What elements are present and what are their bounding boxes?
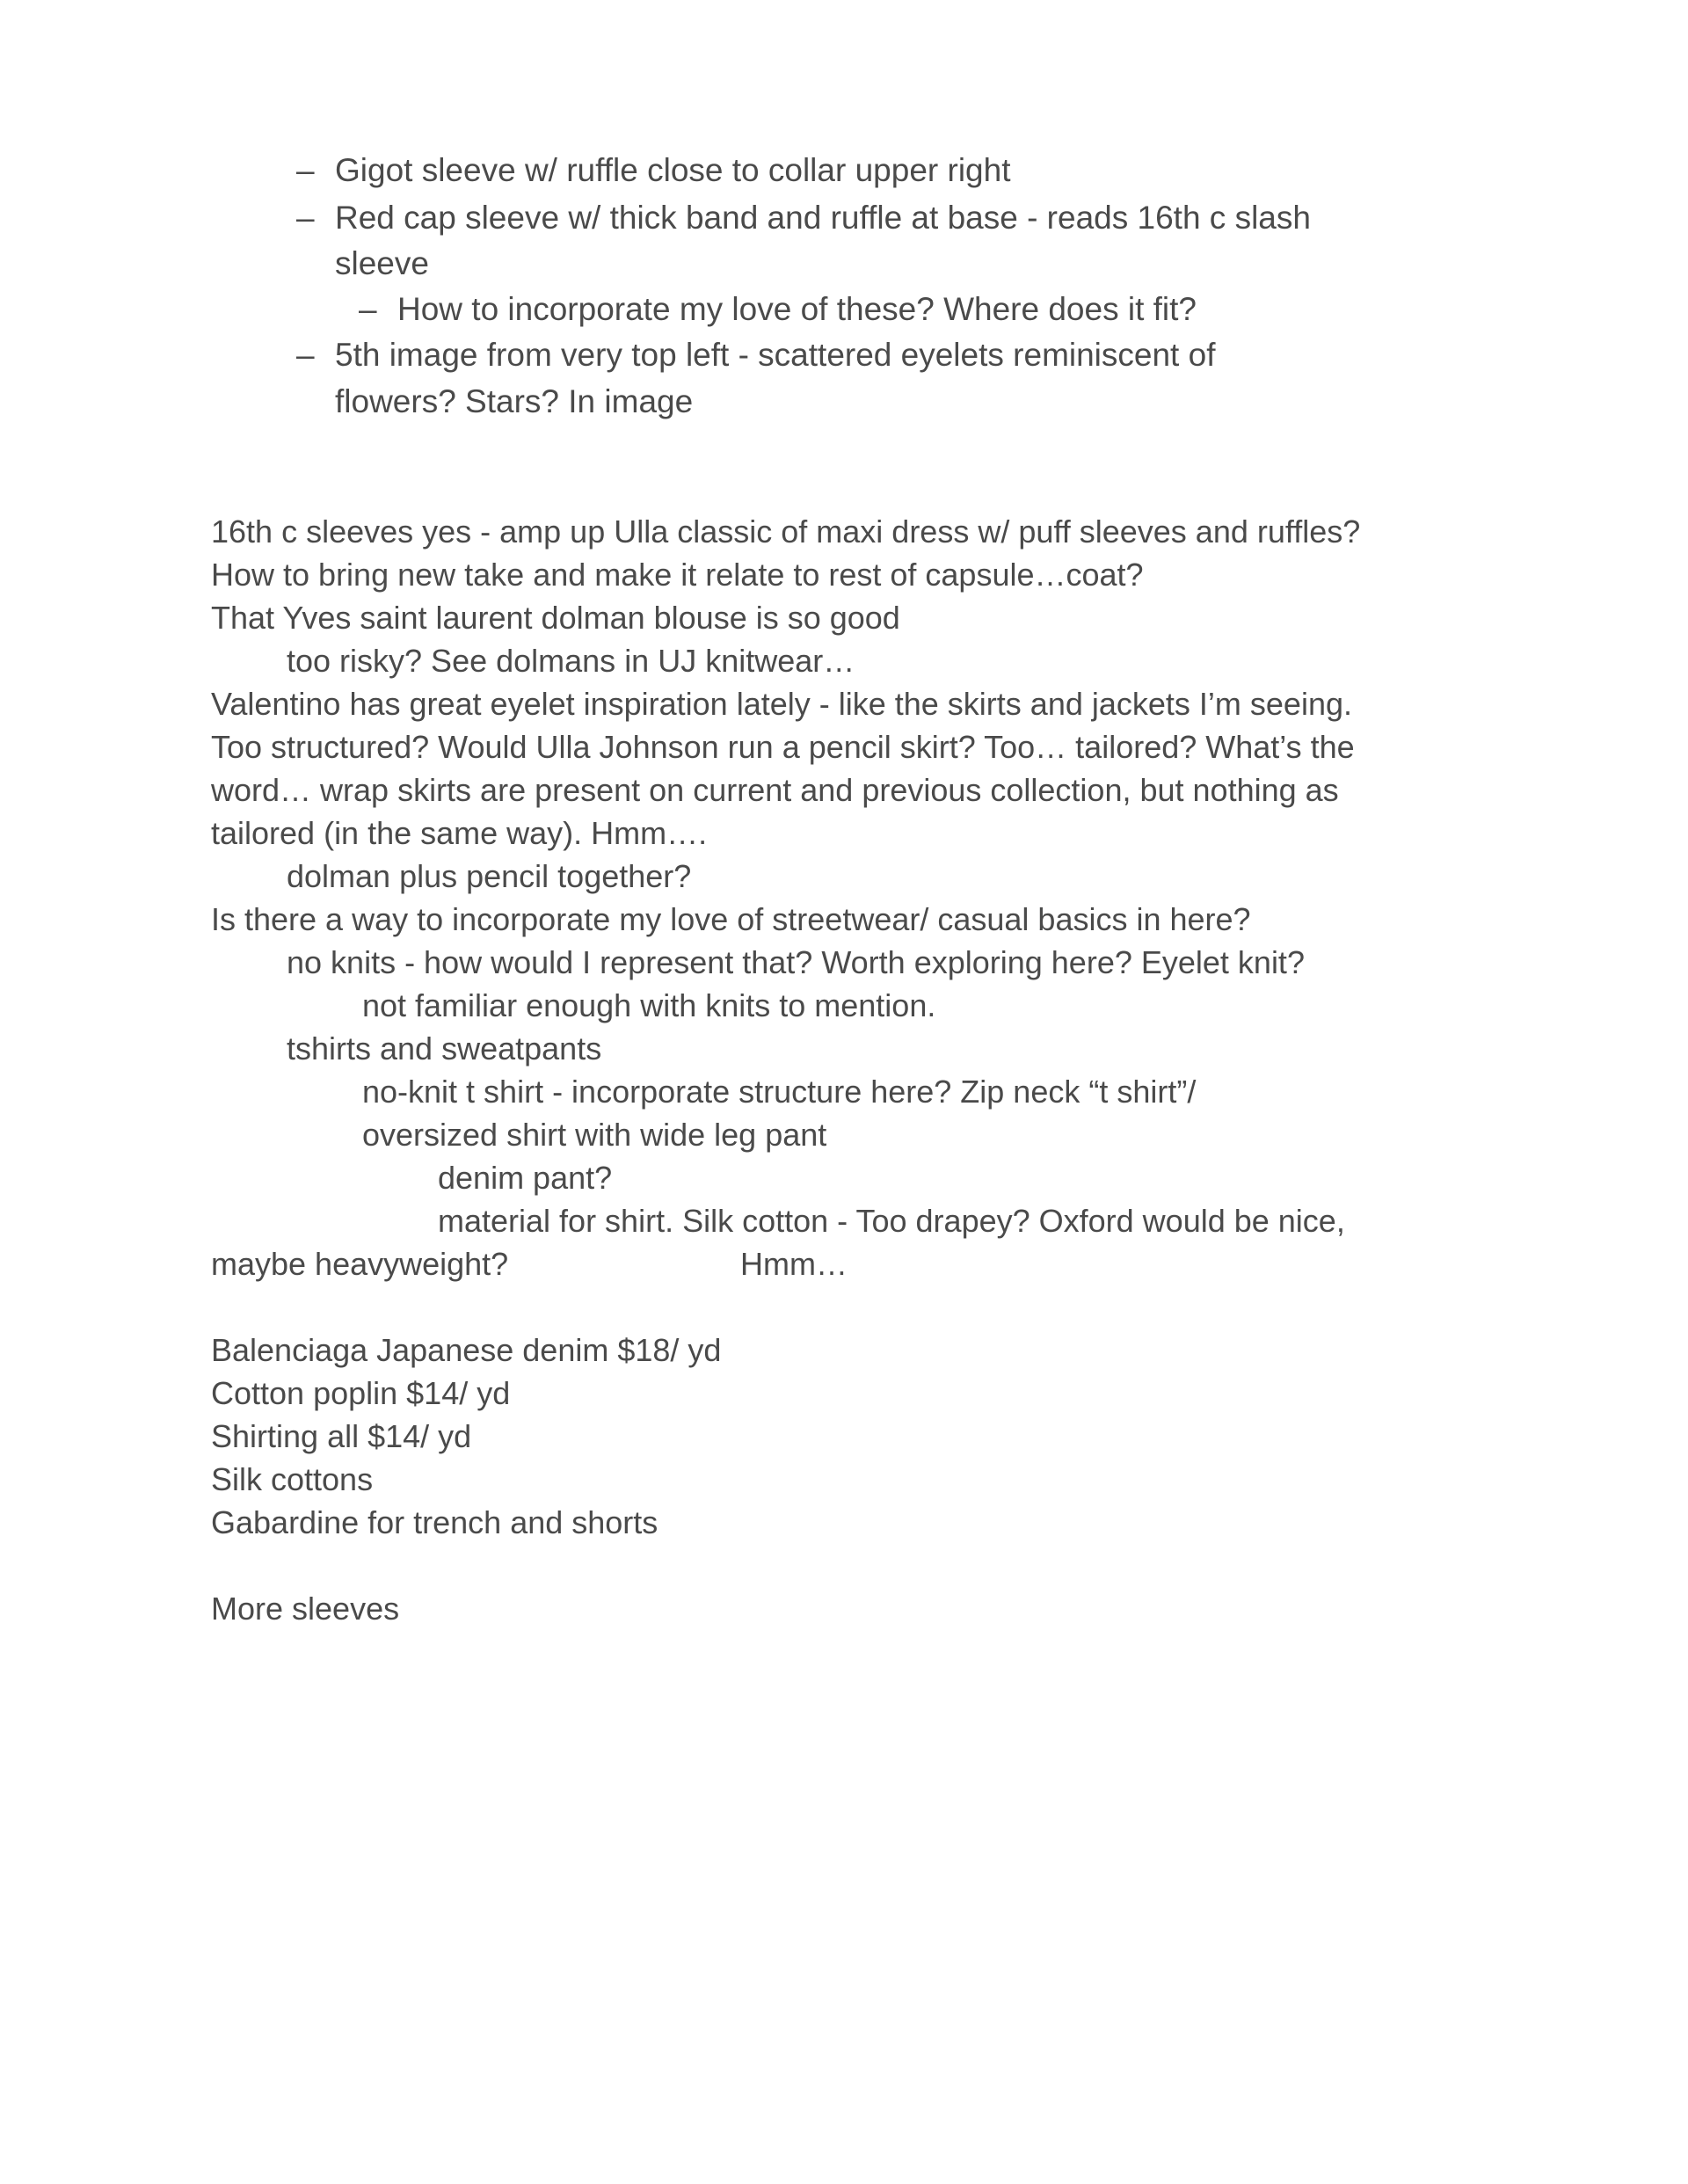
- note-text: Hmm…: [740, 1246, 848, 1282]
- dash-bullet: –: [296, 200, 315, 236]
- bullet-text: Red cap sleeve w/ thick band and ruffle at base - reads 16th c slash: [335, 200, 1311, 236]
- footer-note: More sleeves: [211, 1591, 400, 1627]
- note-line: How to bring new take and make it relate to rest of capsule…coat?: [211, 557, 1144, 593]
- fabric-line: Cotton poplin $14/ yd: [211, 1375, 511, 1411]
- note-line: word… wrap skirts are present on current and previous collection, but nothing as: [211, 772, 1339, 808]
- note-line: 16th c sleeves yes - amp up Ulla classic of maxi dress w/ puff sleeves and ruffles?: [211, 513, 1361, 550]
- note-line: tailored (in the same way). Hmm….: [211, 815, 708, 851]
- note-line: no knits - how would I represent that? Worth exploring here? Eyelet knit?: [287, 944, 1305, 980]
- note-line: That Yves saint laurent dolman blouse is so good: [211, 600, 900, 636]
- note-line: no-knit t shirt - incorporate structure here? Zip neck “t shirt”/: [362, 1074, 1197, 1110]
- dash-bullet: –: [359, 291, 377, 327]
- note-line: not familiar enough with knits to mention.: [362, 987, 936, 1023]
- note-line: Is there a way to incorporate my love of streetwear/ casual basics in here?: [211, 901, 1251, 937]
- note-line: oversized shirt with wide leg pant: [362, 1117, 827, 1153]
- note-line: material for shirt. Silk cotton - Too drapey? Oxford would be nice,: [438, 1203, 1345, 1239]
- note-line: [211, 1242, 1360, 1285]
- dash-bullet: –: [296, 337, 315, 373]
- note-line: too risky? See dolmans in UJ knitwear…: [287, 643, 855, 679]
- dash-bullet: –: [296, 152, 315, 188]
- notes-body: [211, 510, 1360, 1630]
- bullet-text: Gigot sleeve w/ ruffle close to collar upper right: [335, 152, 1011, 188]
- note-line: Valentino has great eyelet inspiration lately - like the skirts and jackets I’m seeing.: [211, 686, 1352, 722]
- bullet-text: 5th image from very top left - scattered eyelets reminiscent of: [335, 337, 1216, 373]
- note-line: tshirts and sweatpants: [287, 1030, 602, 1067]
- fabric-line: Gabardine for trench and shorts: [211, 1504, 658, 1540]
- note-line: denim pant?: [438, 1160, 613, 1196]
- fabric-line: Balenciaga Japanese denim $18/ yd: [211, 1332, 722, 1368]
- bullet-text: sleeve: [335, 245, 429, 281]
- note-line: Too structured? Would Ulla Johnson run a pencil skirt? Too… tailored? What’s the: [211, 729, 1355, 765]
- fabric-line: Shirting all $14/ yd: [211, 1418, 472, 1454]
- note-line: dolman plus pencil together?: [287, 858, 692, 894]
- bullet-text: flowers? Stars? In image: [335, 383, 694, 419]
- bullet-text: How to incorporate my love of these? Where does it fit?: [397, 291, 1197, 327]
- note-text: maybe heavyweight?: [211, 1246, 509, 1282]
- fabric-line: Silk cottons: [211, 1461, 374, 1497]
